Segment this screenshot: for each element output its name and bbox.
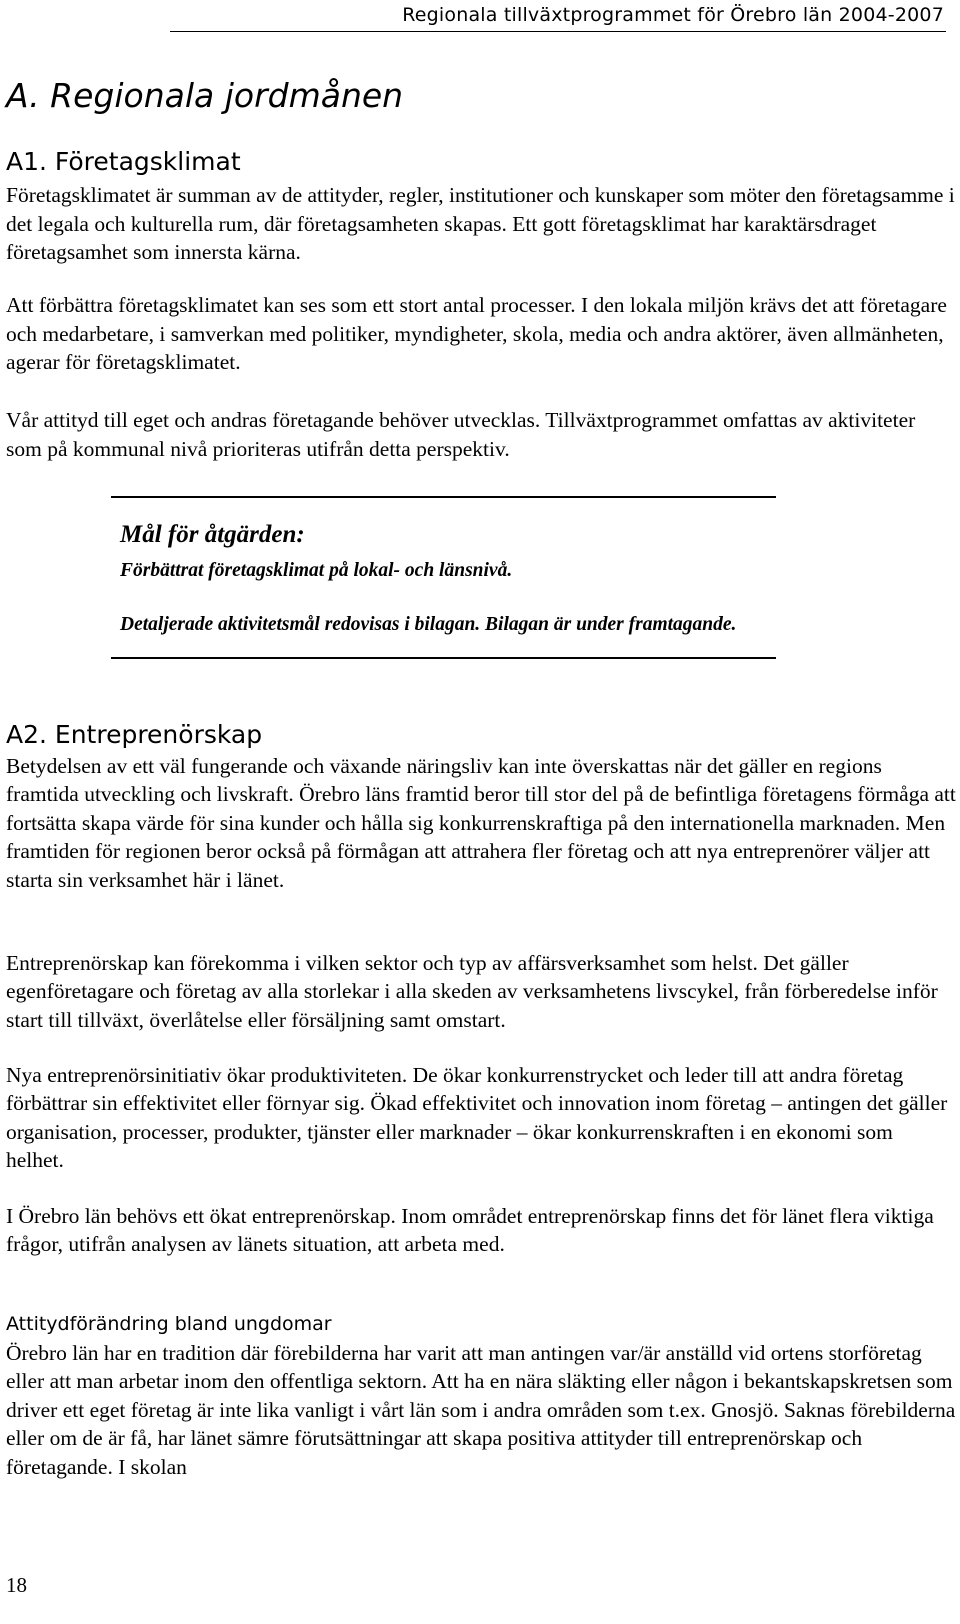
page-number: 18 — [6, 1573, 27, 1597]
section-title: A. Regionala jordmånen — [6, 76, 404, 115]
goal-box-bottom-rule — [111, 657, 776, 659]
running-header: Regionala tillväxtprogrammet för Örebro län 2004-2007 — [402, 4, 944, 26]
goal-heading: Mål för åtgärden: — [120, 521, 305, 548]
a2-heading: A2. Entreprenörskap — [6, 720, 263, 749]
goal-detail: Detaljerade aktivitetsmål redovisas i bilagan. Bilagan är under framtagande. — [120, 614, 737, 635]
a2-paragraph-4: I Örebro län behövs ett ökat entreprenörskap. Inom området entreprenörskap finns det för länet flera viktiga frågor, utifrån analysen av länets situation, att arbeta med. — [6, 1204, 934, 1257]
a1-paragraph-1: Företagsklimatet är summan av de attityder, regler, institutioner och kunskaper som möter den företagsamme i det legala och kulturella rum, där företagsamheten skapas. Ett gott företagsklimat har karaktärsdraget företagsamhet som innersta kärna. — [6, 183, 955, 265]
a2-paragraph-1: Betydelsen av ett väl fungerande och växande näringsliv kan inte överskattas när det gäller en regions framtida utveckling och livskraft. Örebro läns framtid beror till stor del på de befintliga företagens förmåga att fortsätta skapa värde för sina kunder och hålla sig konkurrenskraftiga på den internationella marknaden. Men framtiden för regionen beror också på förmågan att attrahera fler företag och att nya entreprenörer väljer att starta sin verksamhet här i länet. — [6, 754, 956, 892]
a2-paragraph-2: Entreprenörskap kan förekomma i vilken sektor och typ av affärsverksamhet som helst. Det gäller egenföretagare och företag av alla storlekar i alla skeden av verksamhetens livscykel, från förberedelse inför start till tillväxt, överlåtelse eller försäljning samt omstart. — [6, 951, 938, 1032]
a2-paragraph-3: Nya entreprenörsinitiativ ökar produktiviteten. De ökar konkurrenstrycket och leder till att andra företag förbättrar sin effektivitet eller förnyar sig. Ökad effektivitet och innovation inom företag – antingen det gäller organisation, processer, produkter, tjänster eller marknader – ökar konkurrenskraften i en ekonomi som helhet. — [6, 1063, 948, 1173]
a1-paragraph-2: Att förbättra företagsklimatet kan ses som ett stort antal processer. I den lokala miljön krävs det att företagare och medarbetare, i samverkan med politiker, myndigheter, skola, media och andra aktörer, även allmänheten, agerar för företagsklimatet. — [6, 293, 947, 375]
goal-text: Förbättrat företagsklimat på lokal- och länsnivå. — [120, 560, 513, 581]
header-rule — [170, 31, 946, 32]
subsection-paragraph: Örebro län har en tradition där förebilderna har varit att man antingen var/är anställd vid ortens storföretag eller att man arbetar inom den offentliga sektorn. Att ha en nära släkting eller någon i bekantskapskretsen som driver ett eget företag är inte lika vanligt i vårt län som i andra områden som t.ex. Gnosjö. Saknas förebilderna eller om de är få, har länet sämre förutsättningar att skapa positiva attityder till entreprenörskap och företagande. I skolan — [6, 1341, 956, 1479]
a1-paragraph-3: Vår attityd till eget och andras företagande behöver utvecklas. Tillväxtprogrammet omfattas av aktiviteter som på kommunal nivå prioriteras utifrån detta perspektiv. — [6, 408, 916, 461]
a1-heading: A1. Företagsklimat — [6, 147, 241, 176]
goal-box-top-rule — [111, 496, 776, 498]
subsection-heading: Attitydförändring bland ungdomar — [6, 1313, 332, 1335]
